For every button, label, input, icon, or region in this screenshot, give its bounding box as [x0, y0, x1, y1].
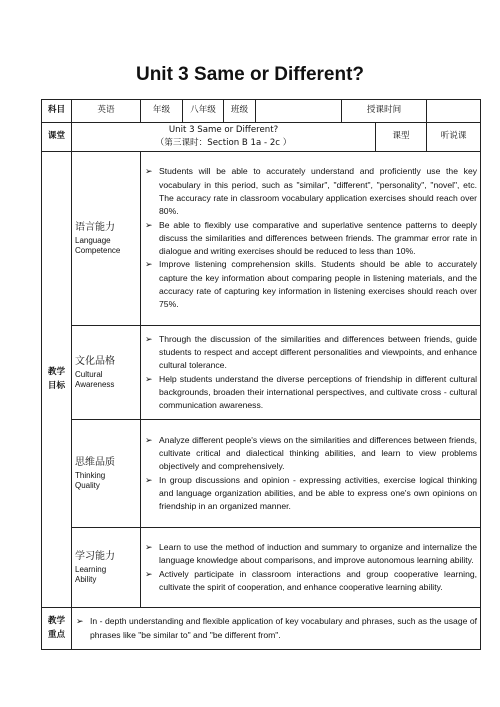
objective-item: ➢ In group discussions and opinion - expressing activities, exercise logical thinking and language organization abilities, and be able to express one's own opinions on friendship in an organized manner. [145, 474, 478, 512]
objective-row-learning [42, 528, 481, 608]
time-value [427, 100, 481, 123]
lesson-title: Unit 3 Same or Different? [168, 124, 279, 135]
arrow-bullet-icon: ➢ [76, 616, 84, 627]
arrow-bullet-icon: ➢ [145, 541, 153, 552]
lesson-label: 课堂 [42, 123, 72, 152]
objective-content-learning [141, 528, 481, 608]
objective-row-cultural [42, 326, 481, 420]
arrow-bullet-icon: ➢ [145, 259, 153, 270]
objective-item: ➢ Improve listening comprehension skills. Students should be able to accurately capture the key information about comparing people in listening materials, and the accuracy rate of capturing key information in listening exercises should reach over 75%. [145, 259, 478, 310]
arrow-bullet-icon: ➢ [145, 333, 153, 344]
dimension-cultural: 文化品格 Cultural Awareness [72, 326, 141, 420]
dimension-cn: 学习能力 [75, 551, 115, 562]
arrow-bullet-icon: ➢ [145, 568, 153, 579]
objective-row-language [42, 152, 481, 326]
lesson-type-label: 课型 [376, 123, 427, 152]
objective-item: ➢ Be able to flexibly use comparative and superlative sentence patterns to deeply discuss the similarities and differences between friends. The grammar error rate in dialogue and writing exercises should be reduced to less than 10%. [145, 219, 478, 257]
objectives-label: 教学 目标 [42, 152, 72, 608]
dimension-cn: 文化品格 [75, 356, 115, 367]
arrow-bullet-icon: ➢ [145, 166, 153, 177]
arrow-bullet-icon: ➢ [145, 373, 153, 384]
key-points-content [72, 608, 481, 650]
header-row [42, 100, 481, 123]
dimension-thinking: 思维品质 Thinking Quality [72, 420, 141, 528]
time-label: 授课时间 [342, 100, 427, 123]
arrow-bullet-icon: ➢ [145, 219, 153, 230]
objective-item: ➢ Actively participate in classroom interactions and group cooperative learning, cultivate the spirit of cooperation, and enhance cooperative learning ability. [145, 568, 478, 592]
lesson-plan-table [41, 99, 481, 650]
dimension-language: 语言能力 Language Competence [72, 152, 141, 326]
objective-item: ➢ Analyze different people's views on the similarities and differences between friends, cultivate critical and dialectical thinking abilities, and learn to view problems objectively and comprehensively. [145, 434, 478, 472]
objective-content-cultural [141, 326, 481, 420]
objective-content-language [141, 152, 481, 326]
lesson-type-value: 听说课 [427, 123, 481, 152]
key-points-row [42, 608, 481, 650]
lesson-title-cell [72, 123, 376, 152]
lesson-period: （第三课时：Section B 1a - 2c ） [155, 138, 292, 148]
grade-label: 年级 [141, 100, 183, 123]
dimension-cn: 语言能力 [75, 222, 115, 233]
lesson-row [42, 123, 481, 152]
objective-item: ➢ Students will be able to accurately understand and proficiently use the key vocabulary in this period, such as "similar", "different", "personality", "novel", etc. The accuracy rate in classroom vocabulary application exercises should reach over 80%. [145, 166, 478, 217]
objective-content-thinking [141, 420, 481, 528]
objective-item: ➢ Through the discussion of the similarities and differences between friends, guide students to respect and accept different personalities and viewpoints, and enhance cultural tolerance. [145, 333, 478, 371]
objective-item: ➢ Help students understand the diverse perceptions of friendship in different cultural backgrounds, broaden their international perspectives, and cultivate cross - cultural communication awareness. [145, 373, 478, 411]
document-title: Unit 3 Same or Different? [135, 64, 365, 85]
dimension-cn: 思维品质 [75, 457, 115, 468]
subject-value: 英语 [72, 100, 141, 123]
class-value [256, 100, 342, 123]
dimension-learning: 学习能力 Learning Ability [72, 528, 141, 608]
grade-value: 八年级 [183, 100, 224, 123]
arrow-bullet-icon: ➢ [145, 434, 153, 445]
key-point-item: ➢ In - depth understanding and flexible application of key vocabulary and phrases, such as the usage of phrases like "be similar to" and "be different from". [76, 616, 478, 640]
class-label: 班级 [224, 100, 256, 123]
objective-item: ➢ Learn to use the method of induction and summary to organize and internalize the language knowledge about comparisons, and improve autonomous learning ability. [145, 541, 478, 566]
arrow-bullet-icon: ➢ [145, 474, 153, 485]
objective-row-thinking [42, 420, 481, 528]
key-points-label: 教学 重点 [42, 608, 72, 650]
subject-label: 科目 [42, 100, 72, 123]
